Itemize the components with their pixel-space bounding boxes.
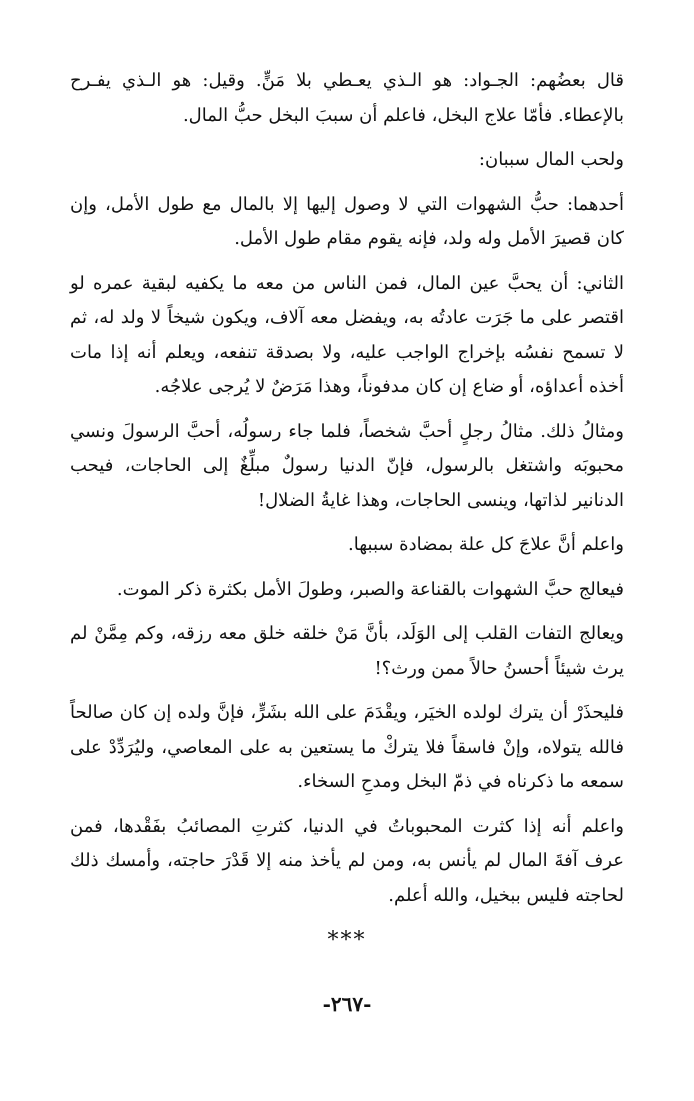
page-number: -٢٦٧- [322, 992, 372, 1016]
paragraph-first-cause: أحدهما: حبُّ الشهوات التي لا وصول إليها إلا بالمال مع طول الأمل، وإن كان قصيرَ الأمل وله ولد، فإنه يقوم مقام طول الأمل. [70, 193, 624, 249]
paragraph-treat-child-attachment: ويعالج التفات القلب إلى الوَلَد، بأنَّ مَنْ خلقه خلق معه رزقه، وكم مِمَّنْ لم يرث شيئاً أحسنُ حالاً ممن ورث؟! [70, 623, 624, 679]
paragraph-example: ومثالُ ذلك. مثالُ رجلٍ أحبَّ شخصاً، فلما جاء رسولُه، أحبَّ الرسولَ ونسي محبوبَه واشتغل بالرسول، فإنّ الدنيا رسولٌ مبلِّغٌ إلى الحاجات، فيحب الدنانير لذاتها، وينسى الحاجات، وهذا غايةُ الضلال! [70, 420, 625, 511]
paragraph-second-cause: الثاني: أن يحبَّ عين المال، فمن الناس من معه ما يكفيه لبقية عمره لو اقتصر على ما جَرَت عادتُه به، ويفضل معه آلاف، ويكون شيخاً لا ولد له، ثم لا تسمح نفسُه بإخراج الواجب عليه، ولا بصدقة تنفعه، ويعلم أنه إذا مات أخذه أعداؤه، أو ضاع إن كان مدفوناً، وهذا مَرَضٌ لا يُرجى علاجُه. [70, 272, 624, 397]
page-body [70, 64, 624, 923]
paragraph-conclusion: واعلم أنه إذا كثرت المحبوباتُ في الدنيا، كثرتِ المصائبُ بفَقْدها، فمن عرف آفةَ المال لم يأنس به، ومن لم يأخذ منه إلا قَدْرَ حاجته، وأمسك ذلك لحاجته فليس ببخيل، والله أعلم. [70, 815, 624, 906]
paragraph-treatment-principle: واعلم أنَّ علاجَ كل علة بمضادة سببها. [348, 534, 624, 555]
paragraph-generous-definition: قال بعضُهم: الجـواد: هو الـذي يعـطي بلا مَنٍّ. وقيل: هو الـذي يفـرح بالإعطاء. فأمّا علاج البخل، فاعلم أن سببَ البخل حبُّ المال. [70, 70, 624, 126]
paragraph-warning: فليحذَرْ أن يترك لولده الخيَر، ويقْدَمَ على الله بشَرٍّ، فإنَّ ولده إن كان صالحاً فالله يتولاه، وإنْ فاسقاً فلا يتركْ ما يستعين به على المعاصي، وليُرَدِّدْ على سمعه ما ذكرناه في ذمّ البخل ومدحِ السخاء. [70, 702, 624, 792]
paragraph-two-causes-heading: ولحب المال سببان: [478, 149, 624, 170]
paragraph-treat-desires: فيعالج حبَّ الشهوات بالقناعة والصبر، وطولَ الأمل بكثرة ذكر الموت. [116, 578, 624, 600]
section-separator: *** [327, 928, 367, 953]
